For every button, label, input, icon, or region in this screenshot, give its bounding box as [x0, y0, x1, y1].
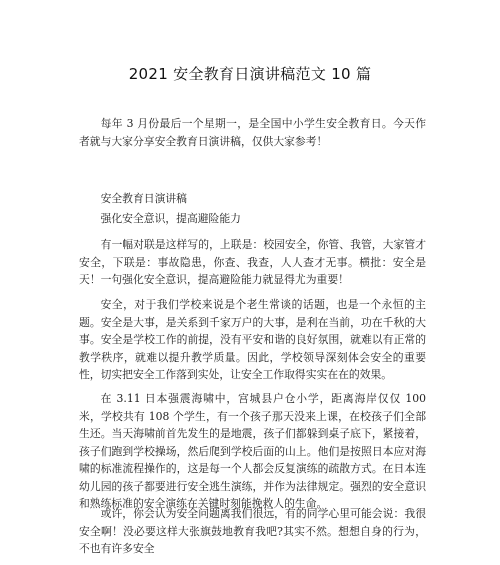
body-paragraph-1 [79, 236, 426, 289]
body-paragraph-3 [79, 390, 426, 513]
document-title: 2021 安全教育日演讲稿范文 10 篇 [128, 65, 372, 83]
paragraph-text: 或许，你会认为安全问题离我们很远，有的同学心里可能会说：我很安全啊！没必要这样大张旗鼓地教育我吧?其实不然。想想自身的行为，不也有许多安全 [79, 507, 426, 555]
intro-text: 每年 3 月份最后一个星期一，是全国中小学生安全教育日。今天作者就与大家分享安全教育日演讲稿，仅供大家参考！ [79, 117, 426, 148]
speech-heading-text: 安全教育日演讲稿 [100, 192, 187, 205]
speech-heading [79, 190, 426, 208]
paragraph-text: 在 3.11 日本强震海啸中，宫城县户仓小学，距离海岸仅仅 100 米，学校共有 108 个学生，有一个孩子那天没来上课，在校孩子们全部生还。当天海啸前首先发生的是地震，孩子们都躲到桌子底下，紧接着，孩子们跑到学校操场，然后爬到学校后面的山上。他们是按照日本应对海啸的标准流程操作的，这是每一个人都会反复演练的疏散方式。在日本连幼儿园的孩子都要进行安全逃生演练，并作为法律规定。强烈的安全意识和熟练标准的安全演练在关键时刻能挽救人的生命。 [79, 392, 426, 510]
speech-subheading-text: 强化安全意识，提高避险能力 [100, 212, 241, 225]
intro-paragraph [79, 115, 426, 150]
paragraph-text: 有一幅对联是这样写的，上联是：校园安全，你管、我管，大家管才安全，下联是：事故隐患，你查、我查，人人查才无事。横批：安全是天！一句强化安全意识，提高避险能力就显得尤为重要！ [79, 238, 426, 286]
body-paragraph-4 [79, 505, 426, 558]
paragraph-text: 安全，对于我们学校来说是个老生常谈的话题，也是一个永恒的主题。安全是大事，是关系到千家万户的大事，是利在当前，功在千秋的大事。安全是学校工作的前提，没有平安和谐的良好氛围，就难以有正常的教学秩序，就难以提升教学质量。因此，学校领导深刻体会安全的重要性，切实把安全工作落到实处，让安全工作取得实实在在的效果。 [79, 298, 426, 381]
speech-subheading [79, 210, 426, 228]
body-paragraph-2 [79, 296, 426, 384]
